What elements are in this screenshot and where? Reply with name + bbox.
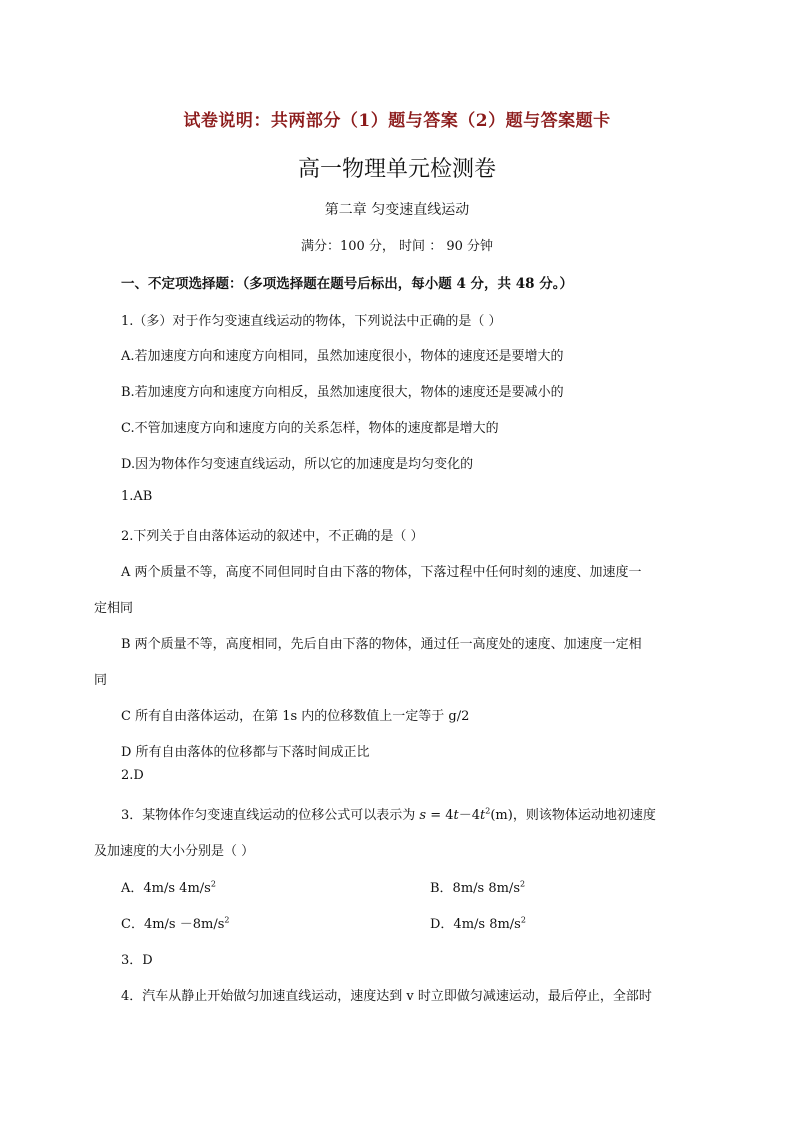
q3-option-d — [430, 913, 526, 932]
q3-stem-line2: 及加速度的大小分别是（ ） — [94, 844, 255, 859]
q3-formula-sup: 2 — [485, 806, 491, 816]
q3-formula-t2: t — [480, 808, 486, 823]
q2-stem: 2.下列关于自由落体运动的叙述中，不正确的是（ ） — [121, 529, 424, 544]
q4-stem: 4．汽车从静止开始做匀加速直线运动，速度达到 v 时立即做匀减速运动，最后停止，全部时 — [121, 989, 652, 1004]
q2-option-b-line1: B 两个质量不等，高度相同，先后自由下落的物体，通过任一高度处的速度、加速度一定相 — [121, 637, 642, 652]
q3-option-c-text: C．4m/s －8m/s — [121, 917, 225, 932]
q3-option-a — [121, 877, 216, 896]
q1-option-b: B.若加速度方向和速度方向相反，虽然加速度很大，物体的速度还是要减小的 — [121, 385, 564, 400]
q1-stem: 1.（多）对于作匀变速直线运动的物体，下列说法中正确的是（ ） — [121, 314, 502, 329]
q3-option-a-sup: 2 — [210, 879, 216, 889]
exam-notice: 试卷说明：共两部分（1）题与答案（2）题与答案题卡 — [183, 111, 611, 131]
q3-stem-post: (m)，则该物体运动地初速度 — [490, 808, 656, 823]
q3-option-b-sup: 2 — [520, 879, 526, 889]
q2-option-d: D 所有自由落体的位移都与下落时间成正比 — [121, 745, 370, 760]
q3-option-a-text: A．4m/s 4m/s — [121, 881, 211, 896]
q3-option-b — [430, 877, 525, 896]
q2-option-c: C 所有自由落体运动，在第 1s 内的位移数值上一定等于 g/2 — [121, 709, 470, 724]
q3-formula-t1: t — [453, 808, 459, 823]
q3-formula-minus: －4 — [458, 808, 481, 823]
q2-option-a-line2: 定相同 — [94, 601, 134, 616]
section-heading: 一、不定项选择题：（多项选择题在题号后标出，每小题 4 分，共 48 分。） — [121, 276, 573, 292]
chapter-subtitle: 第二章 匀变速直线运动 — [324, 202, 470, 218]
q1-answer: 1.AB — [121, 489, 153, 504]
q3-formula-s: s — [419, 808, 427, 823]
q3-formula-mid: = 4 — [426, 808, 454, 823]
q1-option-c: C.不管加速度方向和速度方向的关系怎样，物体的速度都是增大的 — [121, 421, 499, 436]
q3-option-d-text: D．4m/s 8m/s — [430, 917, 521, 932]
q3-option-d-sup: 2 — [520, 915, 526, 925]
q1-option-a: A.若加速度方向和速度方向相同，虽然加速度很小，物体的速度还是要增大的 — [121, 349, 564, 364]
q2-option-a-line1: A 两个质量不等，高度不同但同时自由下落的物体，下落过程中任何时刻的速度、加速度一 — [121, 565, 642, 580]
q3-answer: 3．D — [121, 953, 153, 968]
q2-answer: 2.D — [121, 768, 144, 783]
score-time-info: 满分：100 分， 时间 ： 90 分钟 — [300, 239, 494, 254]
q2-option-b-line2: 同 — [94, 673, 108, 688]
q3-option-b-text: B．8m/s 8m/s — [430, 881, 520, 896]
q3-stem-pre: 3．某物体作匀变速直线运动的位移公式可以表示为 — [121, 808, 420, 823]
q3-stem — [121, 804, 656, 823]
page-title: 高一物理单元检测卷 — [297, 157, 496, 182]
q3-option-c — [121, 913, 229, 932]
q3-option-c-sup: 2 — [224, 915, 230, 925]
q1-option-d: D.因为物体作匀变速直线运动，所以它的加速度是均匀变化的 — [121, 457, 474, 472]
